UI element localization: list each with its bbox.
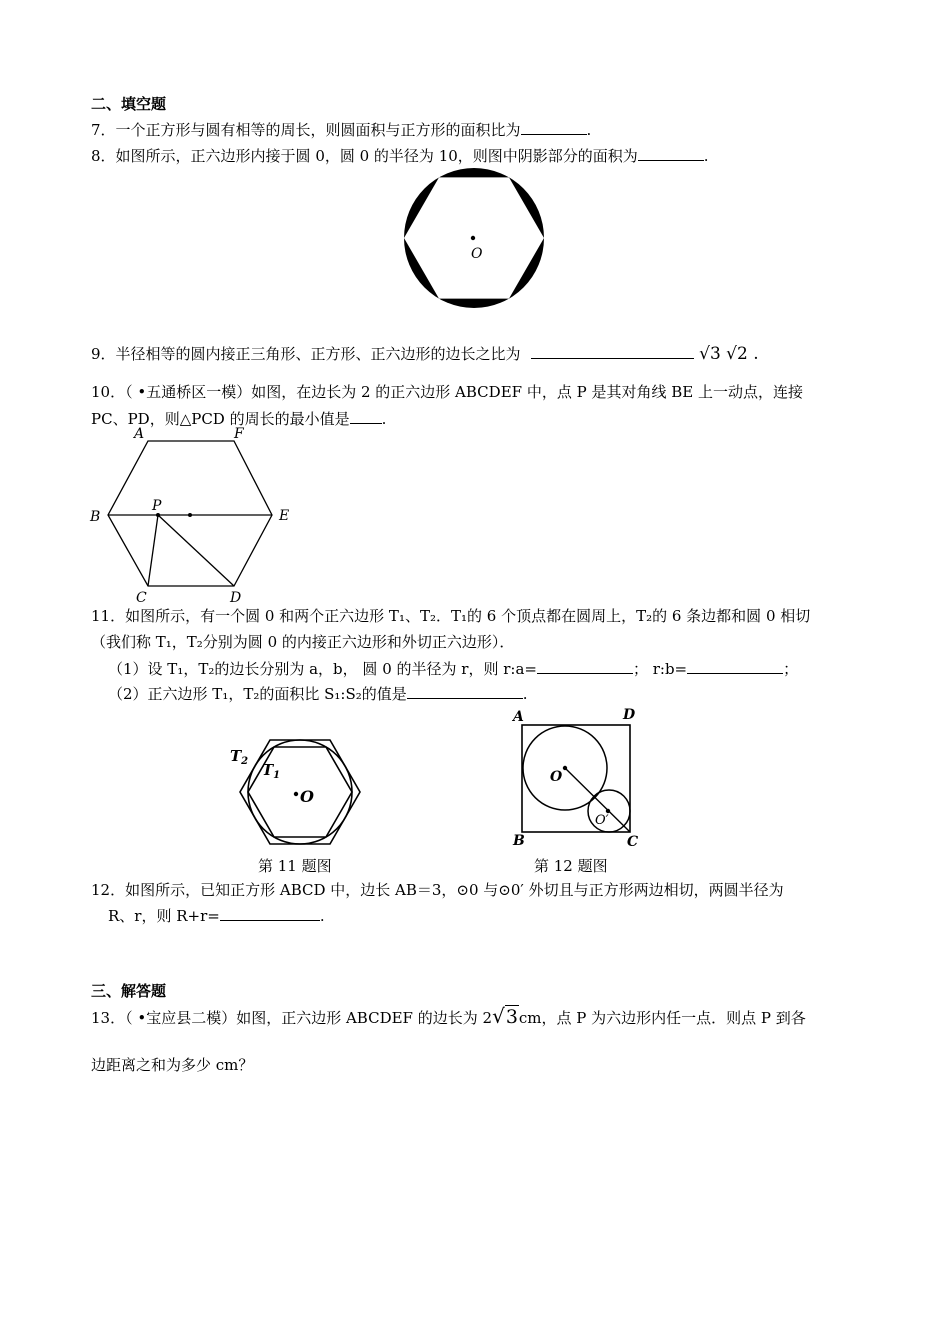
question-11-part-2 — [108, 683, 528, 704]
q12-label-c: C — [627, 834, 639, 850]
q12-label-d: D — [623, 707, 636, 723]
question-7 — [91, 119, 591, 140]
q8-figure — [399, 168, 549, 308]
q11-rb-blank[interactable] — [687, 658, 783, 674]
q10-label-b: B — [90, 509, 101, 525]
q12-center-o — [563, 766, 567, 770]
q10-answer-blank[interactable] — [350, 408, 382, 424]
q12-label-b: B — [513, 833, 525, 849]
q7-end: . — [586, 121, 592, 139]
question-13-line-1 — [91, 1006, 806, 1028]
q10-text: PC、PD，则△PCD 的周长的最小值是 — [91, 410, 350, 428]
q9-answer-blank[interactable] — [531, 343, 694, 359]
q11-ra-blank[interactable] — [537, 658, 633, 674]
question-11-part-1 — [108, 658, 798, 679]
q8-end: . — [703, 147, 709, 165]
q10-label-d: D — [230, 590, 242, 606]
q8-center-dot — [471, 236, 475, 240]
q10-center-dot — [188, 513, 192, 517]
q9-text: 9．半径相等的圆内接正三角形、正方形、正六边形的边长之比为 — [91, 345, 521, 363]
q11-label-t2: $T_2$ — [230, 747, 249, 767]
q12-answer-blank[interactable] — [220, 905, 320, 921]
q10-label-e: E — [279, 508, 290, 524]
q11-part1-text: （1）设 T₁，T₂的边长分别为 a，b， 圆 0 的半径为 r，则 r:a= — [108, 660, 537, 678]
q11-ratio-blank[interactable] — [407, 683, 523, 699]
q8-label-o: O — [471, 246, 483, 262]
q10-segment-pc — [148, 515, 158, 586]
q12-label-o2: O′ — [595, 813, 609, 828]
q12-label-o: O — [550, 769, 563, 785]
q8-text: 8．如图所示，正六边形内接于圆 0，圆 0 的半径为 10，则图中阴影部分的面积为 — [91, 147, 638, 165]
section-2-title: 二、填空题 — [91, 95, 167, 113]
q11-caption: 第 11 题图 — [258, 857, 332, 875]
question-11-line-1: 11．如图所示，有一个圆 0 和两个正六边形 T₁、T₂．T₁的 6 个顶点都在圆周上，T₂的 6 条边都和圆 0 相切 — [91, 607, 811, 625]
q10-label-a: A — [134, 426, 145, 442]
question-12-line-1: 12．如图所示，已知正方形 ABCD 中，边长 AB＝3，⊙0 与⊙0′ 外切且与正方形两边相切，两圆半径为 — [91, 881, 784, 899]
q10-label-f: F — [234, 426, 244, 442]
q10-figure — [86, 425, 306, 605]
q12-text: R、r，则 R+r= — [108, 907, 220, 925]
q12-end: . — [319, 907, 325, 925]
question-8 — [91, 145, 709, 166]
question-12-line-2 — [108, 905, 325, 926]
q11-part1-end: ； — [783, 660, 799, 678]
q12-caption: 第 12 题图 — [534, 857, 608, 875]
q11-label-t1: $T_1$ — [262, 761, 281, 781]
q10-label-c: C — [136, 590, 147, 606]
section-3-title: 三、解答题 — [91, 982, 167, 1000]
q7-text: 7．一个正方形与圆有相等的周长，则圆面积与正方形的面积比为 — [91, 121, 521, 139]
q12-label-a: A — [513, 709, 524, 725]
q11-figure — [226, 728, 376, 858]
question-13-line-2: 边距离之和为多少 cm？ — [91, 1056, 254, 1074]
q11-label-o: O — [300, 787, 314, 806]
q10-segment-pd — [158, 515, 234, 586]
q9-answer: √3 √2 . — [699, 344, 759, 364]
question-10-line-1: 10．（ •五通桥区一模）如图，在边长为 2 的正六边形 ABCDEF 中，点 P 是其对角线 BE 上一动点，连接 — [91, 383, 803, 401]
q12-figure — [507, 703, 647, 853]
question-11-line-2: （我们称 T₁，T₂分别为圆 0 的内接正六边形和外切正六边形）． — [91, 633, 515, 651]
q10-end: . — [381, 410, 387, 428]
q11-part1-mid: ； r:b= — [632, 660, 688, 678]
q13-text-post: cm，点 P 为六边形内任一点．则点 P 到各 — [518, 1009, 806, 1027]
q13-sqrt-value: 3 — [505, 1006, 518, 1028]
q8-answer-blank[interactable] — [638, 145, 704, 161]
q11-part2-text: （2）正六边形 T₁，T₂的面积比 S₁:S₂的值是 — [108, 685, 407, 703]
question-9 — [91, 343, 759, 364]
q10-label-p: P — [152, 498, 162, 514]
q11-center-dot — [294, 792, 298, 796]
q11-part2-end: . — [522, 685, 528, 703]
q7-answer-blank[interactable] — [521, 119, 587, 135]
q13-text-pre: 13．（ •宝应县二模）如图，正六边形 ABCDEF 的边长为 2 — [91, 1009, 493, 1027]
q13-sqrt: √3 — [492, 1004, 518, 1028]
